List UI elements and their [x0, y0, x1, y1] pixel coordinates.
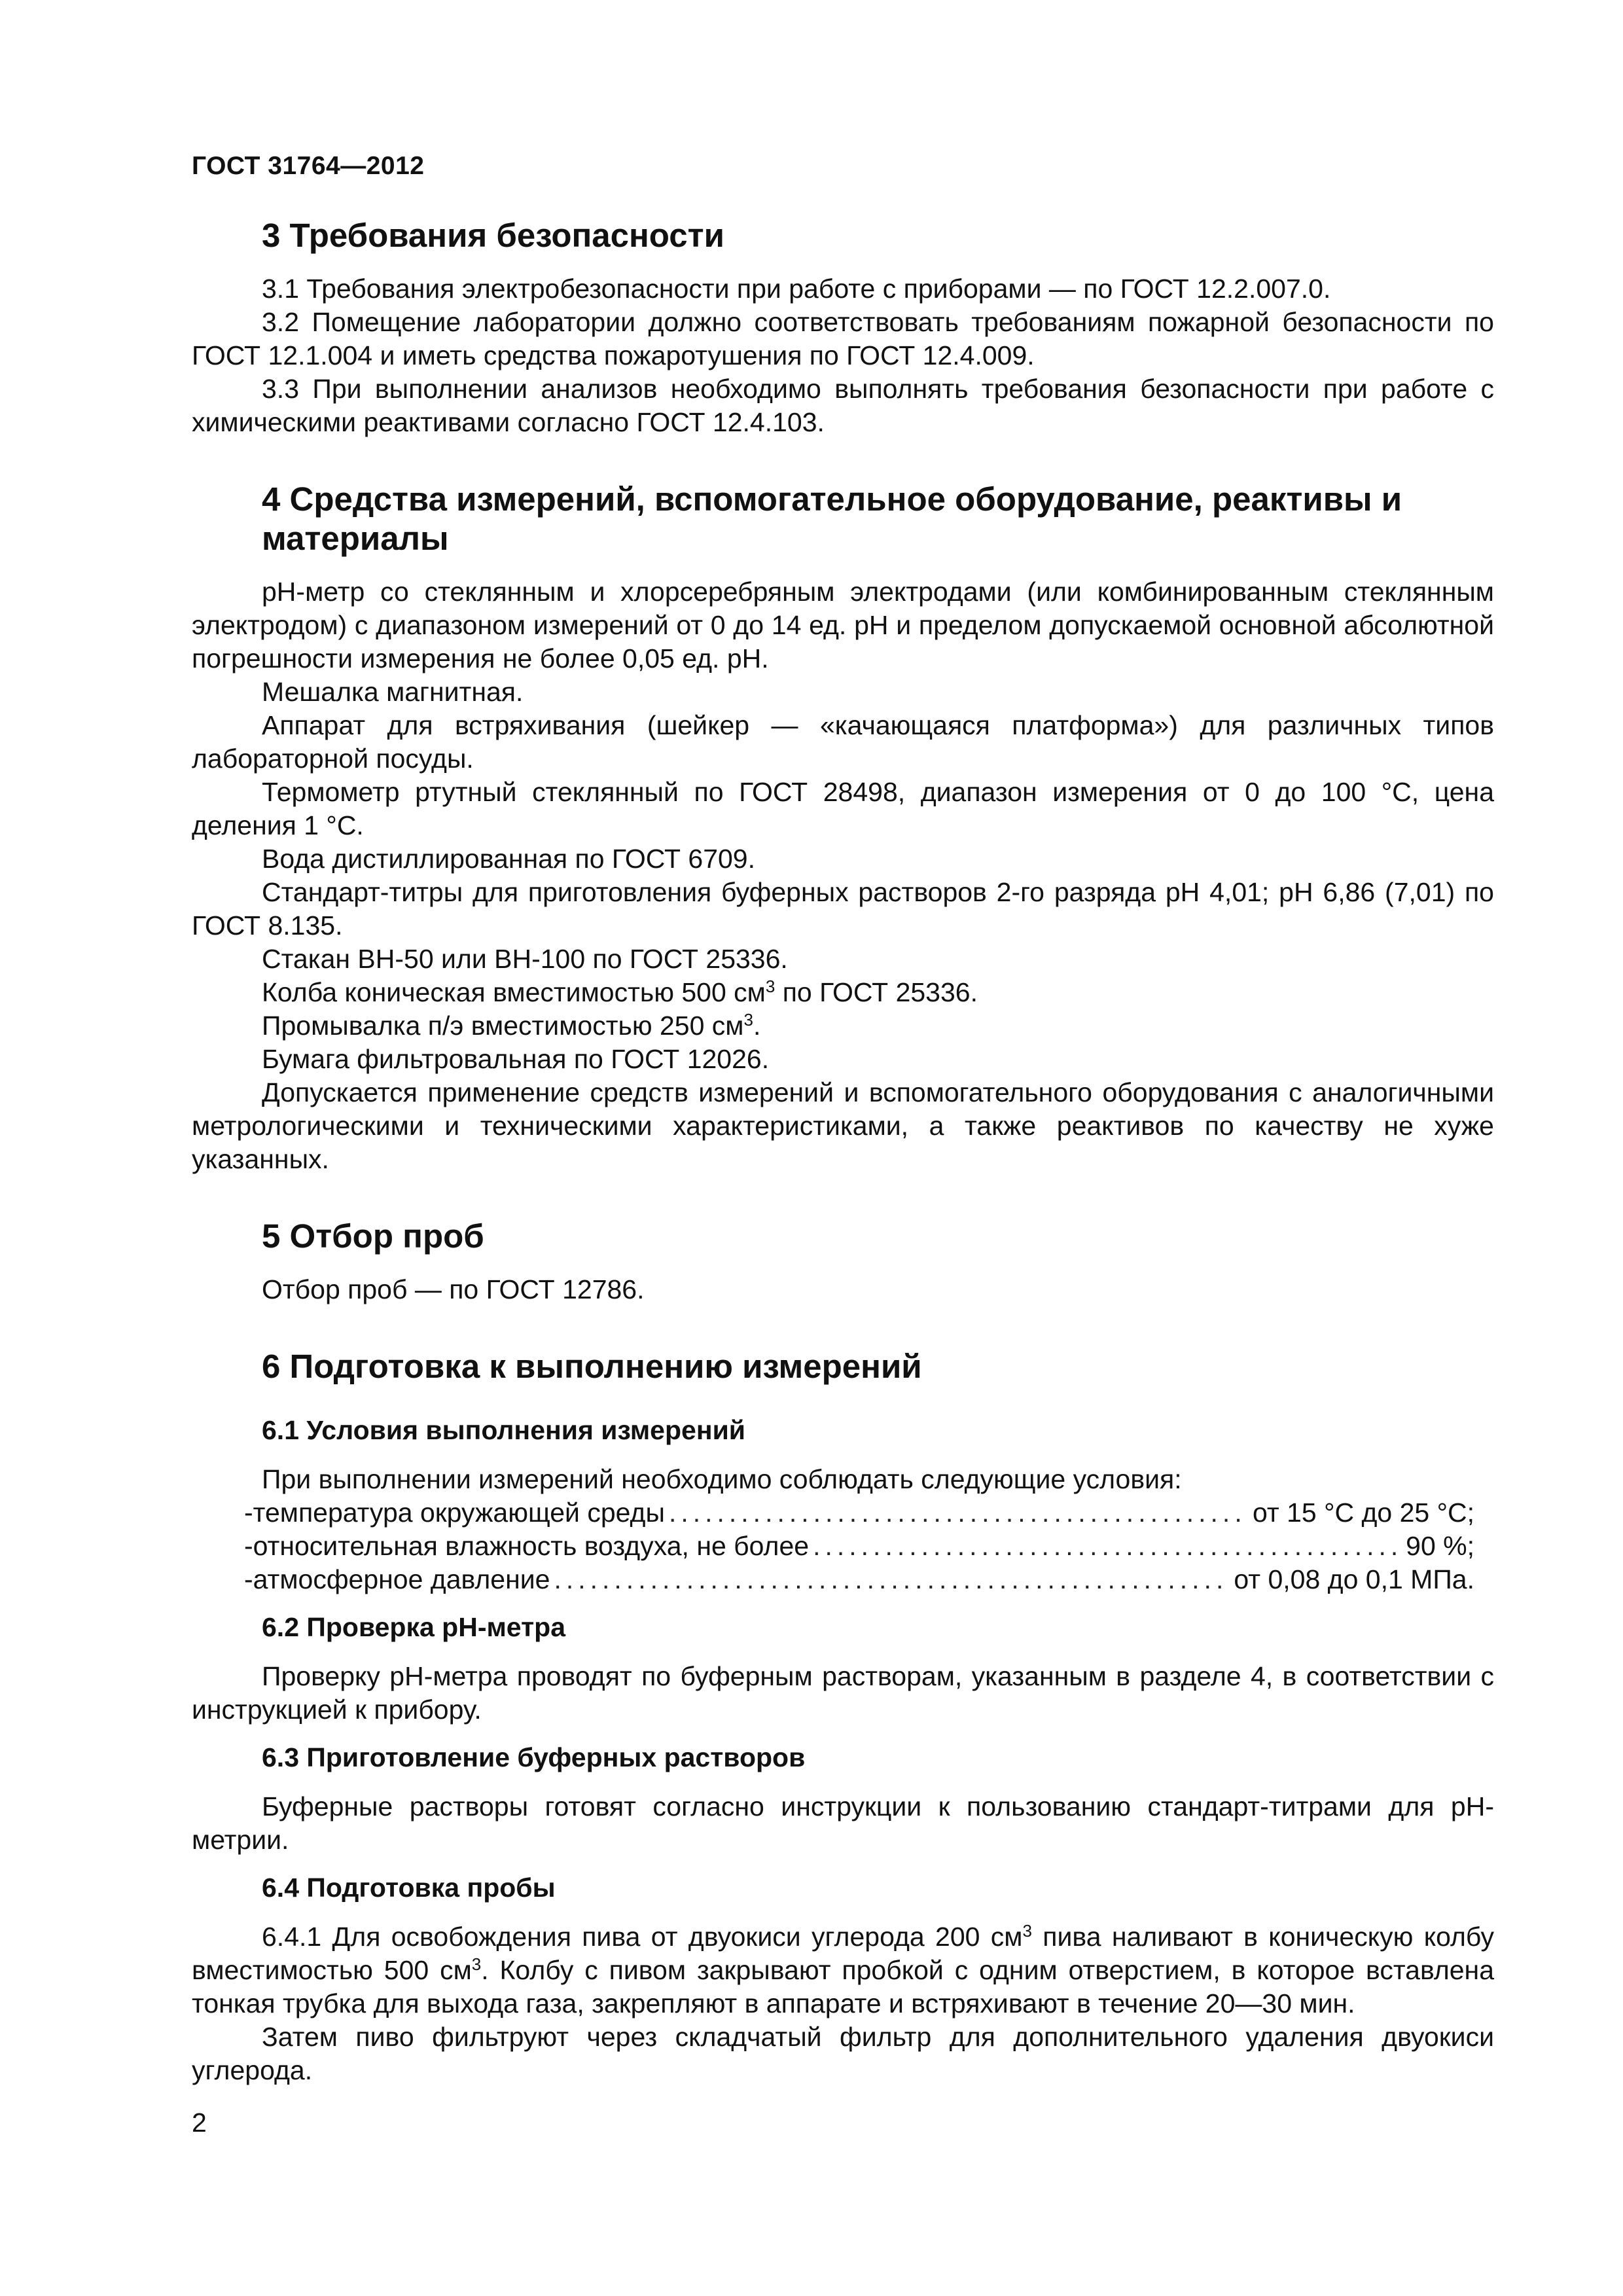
document-code: ГОСТ 31764—2012 [192, 152, 425, 180]
subsection-6-3-title: 6.3 Приготовление буферных растворов [262, 1742, 806, 1772]
paragraph-6-2: Проверку pH-метра проводят по буферным растворам, указанным в разделе 4, в соответствии с инструкцией к прибору. [192, 1661, 1494, 1725]
subsection-6-4 [192, 1871, 1494, 2087]
condition-temperature: - температура окружающей среды ..... от 15 °С до 25 °С; [192, 1496, 1474, 1530]
paragraph-6-3: Буферные растворы готовят согласно инструкции к пользованию стандарт-титрами для pH-метрии. [192, 1791, 1494, 1855]
page-number: 2 [192, 2108, 207, 2138]
section-5-title: 5 Отбор проб [262, 1217, 484, 1255]
condition-humidity: - относительная влажность воздуха, не более ..... 90 %; [192, 1530, 1474, 1563]
section-3-title: 3 Требования безопасности [262, 217, 724, 254]
paragraph-3-3: 3.3 При выполнении анализов необходимо выполнять требования безопасности при работе с химическими реактивами согласно ГОСТ 12.4.103. [192, 374, 1494, 437]
paragraph-beaker: Стакан ВН-50 или ВН-100 по ГОСТ 25336. [262, 944, 788, 974]
subsection-6-2-title: 6.2 Проверка pH-метра [262, 1612, 565, 1642]
paragraph-flask: Колба коническая вместимостью 500 $см^3$ по ГОСТ 25336. [262, 977, 978, 1007]
subsection-6-4-title: 6.4 Подготовка пробы [262, 1873, 556, 1903]
section-4-title [192, 480, 1494, 558]
conditions-intro: При выполнении измерений необходимо соблюдать следующие условия: [262, 1464, 1182, 1494]
section-6-title: 6 Подготовка к выполнению измерений [262, 1348, 922, 1385]
subsection-6-3 [192, 1741, 1494, 1857]
paragraph-ph-meter: pH-метр со стеклянным и хлорсеребряным электродами (или комбинированным стеклянным электродом) с диапазоном измерений от 0 до 14 ед. pH и пределом допускаемой основной абсолютной погрешности измерения не более 0,05 ед. pH. [192, 577, 1494, 673]
paragraph-equivalents: Допускается применение средств измерений и вспомогательного оборудования с аналогичными метрологическими и техническими характеристиками, а также реактивов по качеству не хуже указанных. [192, 1077, 1494, 1174]
paragraph-5-1: Отбор проб — по ГОСТ 12786. [262, 1274, 645, 1304]
condition-pressure: - атмосферное давление ..... от 0,08 до 0,1 МПа. [192, 1563, 1474, 1596]
section-4-title-line1: 4 Средства измерений, вспомогательное оборудование, реактивы и [262, 480, 1402, 518]
paragraph-thermometer: Термометр ртутный стеклянный по ГОСТ 28498, диапазон измерения от 0 до 100 °С, цена деления 1 °С. [192, 777, 1494, 840]
section-4 [192, 480, 1494, 1176]
subsection-6-2 [192, 1611, 1494, 1727]
paragraph-standard-titers: Стандарт-титры для приготовления буферных растворов 2-го разряда pH 4,01; pH 6,86 (7,01) по ГОСТ 8.135. [192, 877, 1494, 941]
paragraph-water: Вода дистиллированная по ГОСТ 6709. [262, 844, 755, 874]
paragraph-3-1: 3.1 Требования электробезопасности при работе с приборами — по ГОСТ 12.2.007.0. [262, 274, 1331, 304]
section-4-title-line2: материалы [262, 520, 449, 557]
document-body [192, 216, 1494, 2102]
paragraph-stirrer: Мешалка магнитная. [262, 677, 524, 707]
paragraph-wash-bottle: Промывалка п/э вместимостью 250 $см^3$. [262, 1010, 761, 1041]
subsection-6-1-title: 6.1 Условия выполнения измерений [262, 1415, 746, 1445]
paragraph-6-4-1: 6.4.1 Для освобождения пива от двуокиси углерода 200 $см^3$ пива наливают в коническую колбу вместимостью 500 $см^3$. Колбу с пивом закрывают пробкой с одним отверстием, в которое вставлена тонкая трубка для выхода газа, закрепляют в аппарате и встряхивают в течение 20—30 мин. [192, 1921, 1494, 2018]
section-6 [192, 1347, 1494, 2087]
paragraph-filter-paper: Бумага фильтровальная по ГОСТ 12026. [262, 1044, 770, 1074]
paragraph-shaker: Аппарат для встряхивания (шейкер — «качающаяся платформа») для различных типов лабораторной посуды. [192, 710, 1494, 774]
paragraph-3-2: 3.2 Помещение лаборатории должно соответствовать требованиям пожарной безопасности по ГОСТ 12.1.004 и иметь средства пожаротушения по ГОСТ 12.4.009. [192, 307, 1494, 370]
section-3 [192, 216, 1494, 439]
section-5 [192, 1217, 1494, 1306]
paragraph-6-4-1-filter: Затем пиво фильтруют через складчатый фильтр для дополнительного удаления двуокиси углерода. [192, 2022, 1494, 2085]
subsection-6-1 [192, 1414, 1494, 1596]
